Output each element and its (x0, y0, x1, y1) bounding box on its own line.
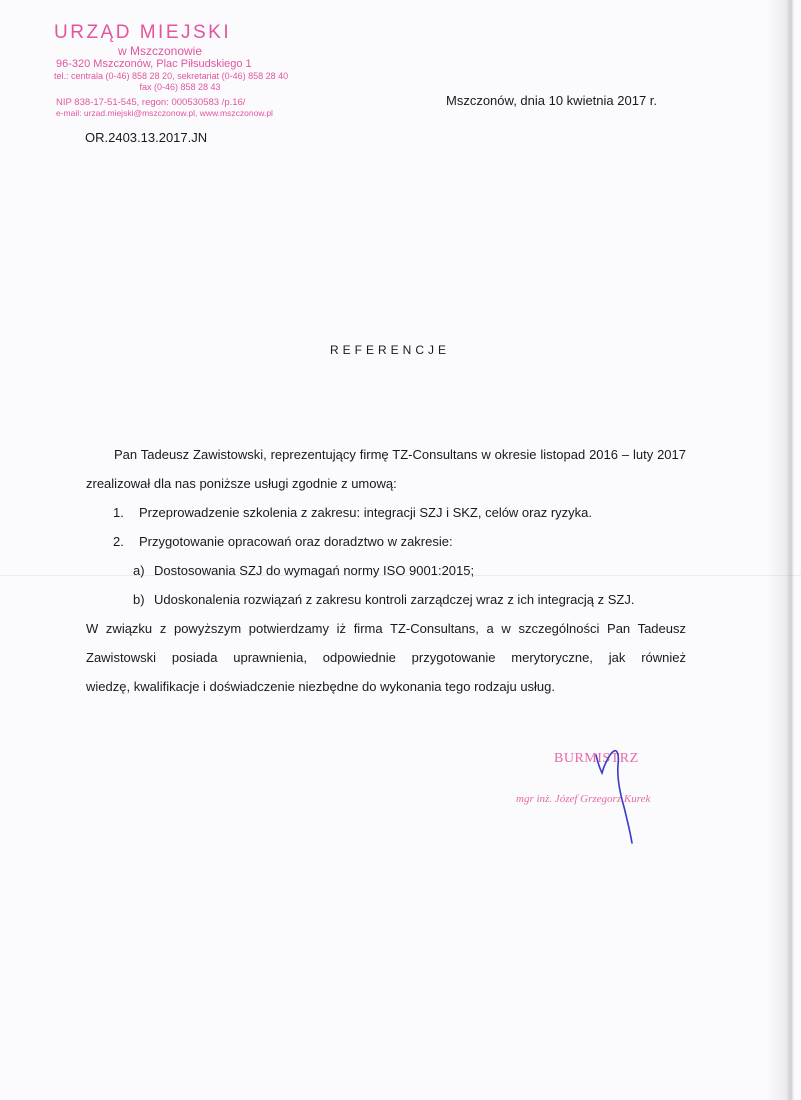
office-stamp (50, 22, 289, 119)
sub-list-item (86, 556, 686, 585)
closing-line-3: wiedzę, kwalifikacje i doświadczenie niezbędne do wykonania tego rodzaju usług. (86, 679, 556, 694)
signatory-name: mgr inż. Józef Grzegorz Kurek (516, 793, 651, 805)
stamp-line-email: e-mail: urzad.miejski@mszczonow.pl, www.mszczonow.pl (56, 108, 273, 118)
list-item (86, 498, 686, 527)
stamp-line-nip: NIP 838-17-51-545, regon: 000530583 /p.16/ (56, 97, 246, 108)
list-item-number: 1. (113, 505, 124, 520)
stamp-line-city: w Mszczonowie (117, 44, 203, 58)
letter-body (86, 440, 686, 701)
list-item (86, 527, 686, 556)
intro-paragraph: Pan Tadeusz Zawistowski, reprezentujący firmę TZ-Consultans w okresie listopad 2016 – luty 2017 zrealizował dla nas poniższe usługi zgodnie z umową: (86, 447, 686, 491)
list-item-number: 2. (113, 534, 124, 549)
stamp-line-address: 96-320 Mszczonów, Plac Piłsudskiego 1 (56, 58, 252, 70)
stamp-line-fax: fax (0-46) 858 28 43 (139, 82, 221, 92)
closing-line-2: Zawistowski posiada uprawnienia, odpowiednie przygotowanie merytoryczne, jak również (86, 650, 686, 665)
handwritten-signature (588, 743, 648, 853)
signatory-title: BURMISTRZ (554, 751, 639, 766)
scan-edge (767, 0, 801, 1100)
closing-line-1: W związku z powyższym potwierdzamy iż firma TZ-Consultans, a w szczególności Pan Tadeusz (86, 621, 686, 636)
stamp-line-phone: tel.: centrala (0-46) 858 28 20, sekretariat (0-46) 858 28 40 (54, 71, 289, 81)
list-item-text: Przygotowanie opracowań oraz doradztwo w zakresie: (139, 534, 453, 549)
letter-date: Mszczonów, dnia 10 kwietnia 2017 r. (446, 93, 658, 108)
document-title: REFERENCJE (330, 343, 451, 357)
stamp-title: URZĄD MIEJSKI (54, 22, 232, 43)
sub-list-item-text: Dostosowania SZJ do wymagań normy ISO 9001:2015; (154, 563, 475, 578)
sub-list-item-letter: b) (133, 592, 145, 607)
reference-number: OR.2403.13.2017.JN (85, 130, 208, 145)
sub-list-item-letter: a) (133, 563, 145, 578)
sub-list-item-text: Udoskonalenia rozwiązań z zakresu kontroli zarządczej wraz z ich integracją z SZJ. (154, 592, 635, 607)
list-item-text: Przeprowadzenie szkolenia z zakresu: integracji SZJ i SKZ, celów oraz ryzyka. (139, 505, 593, 520)
sub-list-item (86, 585, 686, 614)
